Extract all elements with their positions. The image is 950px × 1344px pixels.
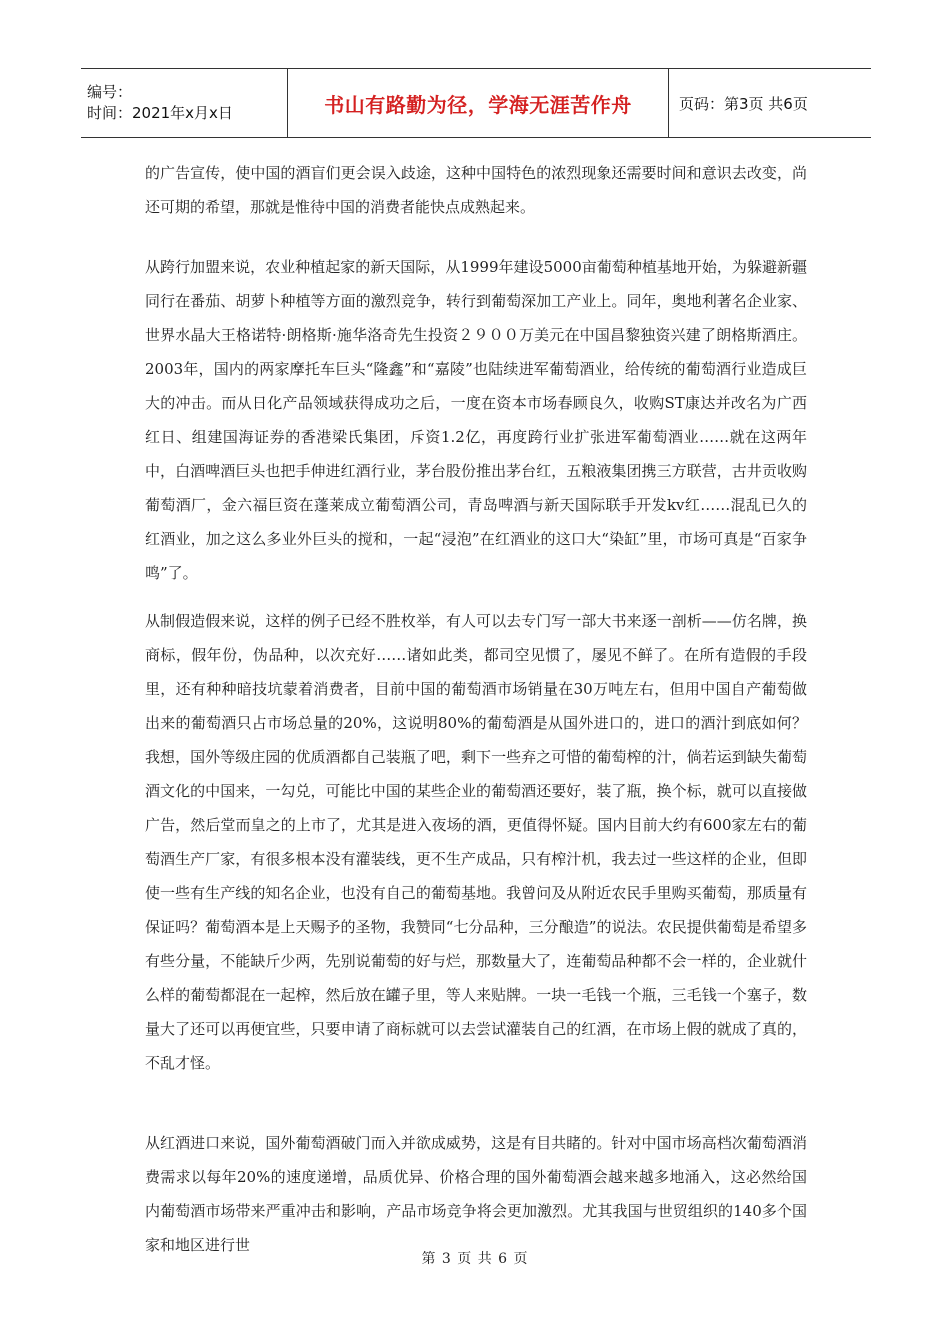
page-footer: 第 3 页 共 6 页 — [421, 1251, 529, 1267]
serial-label: 编号： — [87, 83, 133, 101]
paragraph-3: 从制假造假来说，这样的例子已经不胜枚举，有人可以去专门写一部大书来逐一剖析——仿名牌，换商标，假年份，伪品种，以次充好……诸如此类，都司空见惯了，屡见不鲜了。在所有造假的手段里，还有种种暗技坑蒙着消费者，目前中国的葡萄酒市场销量在30万吨左右，但用中国自产葡萄做出来的葡萄酒只占市场总量的20%，这说明80%的葡萄酒是从国外进口的，进口的酒汁到底如何？我想，国外等级庄园的优质酒都自己装瓶了吧，剩下一些弃之可惜的葡萄榨的汁，倘若运到缺失葡萄酒文化的中国来，一勾兑，可能比中国的某些企业的葡萄酒还要好，装了瓶，换个标，就可以直接做广告，然后堂而皇之的上市了，尤其是进入夜场的酒，更值得怀疑。国内目前大约有600家左右的葡萄酒生产厂家，有很多根本没有灌装线，更不生产成品，只有榨汁机，我去过一些这样的企业，但即使一些有生产线的知名企业，也没有自己的葡萄基地。我曾问及从附近农民手里购买葡萄，那质量有保证吗？葡萄酒本是上天赐予的圣物，我赞同“七分品种，三分酿造”的说法。农民提供葡萄是希望多有些分量，不能缺斤少两，先别说葡萄的好与烂，那数量大了，连葡萄品种都不会一样的，企业就什么样的葡萄都混在一起榨，然后放在罐子里，等人来贴牌。一块一毛钱一个瓶，三毛钱一个塞子，数量大了还可以再便宜些，只要申请了商标就可以去尝试灌装自己的红酒，在市场上假的就成了真的，不乱才怪。 — [145, 612, 807, 1072]
header-page-info: 页码：第3页 共6页 — [669, 69, 872, 138]
document-body — [145, 0, 807, 1344]
paragraph-4: 从红酒进口来说，国外葡萄酒破门而入并欲成威势，这是有目共睹的。针对中国市场高档次葡萄酒消费需求以每年20%的速度递增，品质优异、价格合理的国外葡萄酒会越来越多地涌入，这必然给国内葡萄酒市场带来严重冲击和影响，产品市场竞争将会更加激烈。尤其我国与世贸组织的140多个国家和地区进行世 — [145, 1134, 807, 1254]
date-label: 时间：2021年x月x日 — [87, 104, 233, 122]
header-motto: 书山有路勤为径，学海无涯苦作舟 — [288, 69, 669, 138]
paragraph-1: 的广告宣传，使中国的酒盲们更会误入歧途，这种中国特色的浓烈现象还需要时间和意识去改变，尚还可期的希望，那就是惟待中国的消费者能快点成熟起来。 — [145, 164, 807, 216]
paragraph-2: 从跨行加盟来说，农业种植起家的新天国际，从1999年建设5000亩葡萄种植基地开始，为躲避新疆同行在番茄、胡萝卜种植等方面的激烈竞争，转行到葡萄深加工产业上。同年，奥地利著名企业家、世界水晶大王格诺特·朗格斯·施华洛奇先生投资２９００万美元在中国昌黎独资兴建了朗格斯酒庄。2003年，国内的两家摩托车巨头“隆鑫”和“嘉陵”也陆续进军葡萄酒业，给传统的葡萄酒行业造成巨大的冲击。而从日化产品领域获得成功之后，一度在资本市场春顾良久，收购ST康达并改名为广西红日、组建国海证券的香港梁氏集团，斥资1.2亿，再度跨行业扩张进军葡萄酒业……就在这两年中，白酒啤酒巨头也把手伸进红酒行业，茅台股份推出茅台红，五粮液集团携三方联营，古井贡收购葡萄酒厂，金六福巨资在蓬莱成立葡萄酒公司，青岛啤酒与新天国际联手开发kv红……混乱已久的红酒业，加之这么多业外巨头的搅和，一起“浸泡”在红酒业的这口大“染缸”里，市场可真是“百家争鸣”了。 — [145, 258, 807, 582]
